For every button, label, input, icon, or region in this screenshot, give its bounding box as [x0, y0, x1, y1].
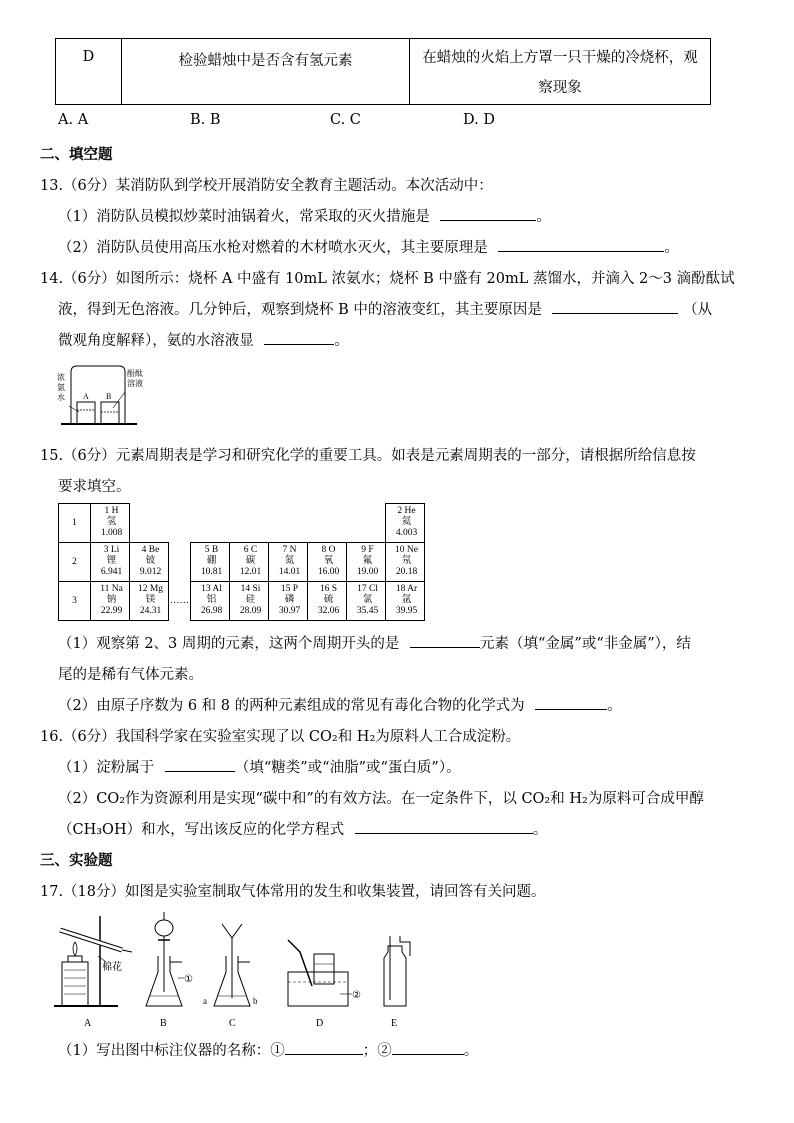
element-cell: 16 S 硫 32.06	[308, 582, 347, 621]
section-3-title: 三、实验题	[40, 853, 113, 869]
apparatus-c	[203, 924, 258, 1029]
choice-c: C. C	[330, 112, 361, 128]
element-cell: 18 Ar 氩 39.95	[386, 582, 425, 621]
answer-blank[interactable]	[552, 300, 678, 314]
gas-apparatus-figure	[50, 906, 430, 1030]
q14-line2: 液，得到无色溶液。几分钟后，观察到烧杯 B 中的溶液变红，其主要原因是 （从	[58, 302, 713, 318]
option-cell: D	[56, 39, 122, 105]
fig-right-label-2: 溶液	[127, 379, 143, 388]
element-cell: 11 Na 钠 22.99	[91, 582, 130, 621]
fig-right-label-1: 酚酞	[127, 369, 143, 378]
label-e: E	[391, 1018, 398, 1029]
q16-part1: （1）淀粉属于 （填“糖类”或“油脂”或“蛋白质”）。	[58, 760, 461, 776]
options-table	[55, 38, 711, 105]
method-cell	[410, 39, 711, 105]
answer-blank[interactable]	[264, 331, 334, 345]
element-cell: 4 Be 铍 9.012	[130, 543, 169, 582]
element-cell: 14 Si 硅 28.09	[230, 582, 269, 621]
fig-left-label-3: 水	[57, 393, 65, 402]
element-cell: 17 Cl 氯 35.45	[347, 582, 386, 621]
ellipsis: ……	[170, 595, 189, 606]
q16-part2-cont: （CH₃OH）和水，写出该反应的化学方程式 。	[58, 822, 548, 838]
q13-stem: 13.（6分）某消防队到学校开展消防安全教育主题活动。本次活动中：	[40, 178, 493, 194]
answer-blank[interactable]	[392, 1041, 464, 1055]
q17-stem: 17.（18分）如图是实验室制取气体常用的发生和收集装置，请回答有关问题。	[40, 884, 546, 900]
element-cell: 8 O 氧 16.00	[308, 543, 347, 582]
answer-blank[interactable]	[440, 207, 536, 221]
answer-blank[interactable]	[535, 696, 607, 710]
answer-blank[interactable]	[165, 758, 235, 772]
q17-part1: （1）写出图中标注仪器的名称：① ；② 。	[58, 1043, 479, 1059]
fig-left-label-2: 氨	[57, 383, 65, 392]
element-cell: 10 Ne 氖 20.18	[386, 543, 425, 582]
port-b-label: b	[253, 996, 258, 1006]
experiment-cell: 检验蜡烛中是否含有氢元素	[122, 39, 410, 105]
q14-line3: 微观角度解释），氨的水溶液显 。	[58, 333, 349, 349]
choice-a: A. A	[58, 112, 89, 128]
method-line-1: 在蜡烛的火焰上方罩一只干燥的冷烧杯，观	[422, 49, 698, 66]
label-b: B	[160, 1018, 167, 1029]
q15-part1: （1）观察第 2、3 周期的元素，这两个周期开头的是 元素（填“金属”或“非金属”），结	[58, 636, 691, 652]
table-row	[59, 504, 425, 543]
element-cell: 1 H 氢 1.008	[91, 504, 130, 543]
q15-line1: 15.（6分）元素周期表是学习和研究化学的重要工具。如表是元素周期表的一部分，请根据所给信息按	[40, 448, 696, 464]
periodic-table	[58, 503, 425, 621]
q16-part2: （2）CO₂作为资源利用是实现“碳中和”的有效方法。在一定条件下，以 CO₂和 H₂为原料可合成甲醇	[58, 791, 704, 807]
fig-label-b: B	[106, 392, 112, 401]
method-line-2: 察现象	[538, 79, 582, 96]
mark-1: ①	[184, 974, 193, 985]
table-row	[59, 543, 425, 582]
choice-d: D. D	[463, 112, 495, 128]
cotton-label: 棉花	[102, 962, 122, 973]
table-row	[56, 39, 711, 105]
q13-part2: （2）消防队员使用高压水枪对燃着的木材喷水灭火，其主要原理是 。	[58, 240, 679, 256]
q13-part1: （1）消防队员模拟炒菜时油锅着火，常采取的灭火措施是 。	[58, 209, 551, 225]
answer-blank[interactable]	[498, 238, 664, 252]
element-cell: 7 N 氮 14.01	[269, 543, 308, 582]
label-c: C	[229, 1018, 236, 1029]
q15-part1-cont: 尾的是稀有气体元素。	[58, 667, 203, 683]
apparatus-e	[384, 936, 410, 1029]
table-row	[59, 582, 425, 621]
element-cell: 12 Mg 镁 24.31	[130, 582, 169, 621]
element-cell: 15 P 磷 30.97	[269, 582, 308, 621]
beaker-bell-jar-figure	[55, 362, 155, 430]
fig-left-label-1: 浓	[57, 373, 65, 382]
q14-line1: 14.（6分）如图所示：烧杯 A 中盛有 10mL 浓氨水；烧杯 B 中盛有 20mL 蒸馏水，并滴入 2～3 滴酚酞试	[40, 271, 735, 287]
q15-part2: （2）由原子序数为 6 和 8 的两种元素组成的常见有毒化合物的化学式为 。	[58, 698, 622, 714]
q16-stem: 16.（6分）我国科学家在实验室实现了以 CO₂和 H₂为原料人工合成淀粉。	[40, 729, 521, 745]
choice-b: B. B	[190, 112, 221, 128]
label-d: D	[316, 1018, 324, 1029]
apparatus-b	[146, 912, 193, 1029]
element-cell: 9 F 氟 19.00	[347, 543, 386, 582]
period-number: 1	[59, 504, 91, 543]
answer-blank[interactable]	[355, 820, 533, 834]
period-number: 3	[59, 582, 91, 621]
element-cell: 2 He 氦 4.003	[386, 504, 425, 543]
label-a: A	[84, 1018, 92, 1029]
section-2-title: 二、填空题	[40, 147, 113, 163]
apparatus-a	[54, 916, 132, 1029]
apparatus-d	[288, 940, 361, 1029]
element-cell: 6 C 碳 12.01	[230, 543, 269, 582]
q15-line2: 要求填空。	[58, 479, 131, 495]
port-a-label: a	[203, 996, 207, 1006]
element-cell: 5 B 硼 10.81	[191, 543, 230, 582]
element-cell: 13 Al 铝 26.98	[191, 582, 230, 621]
mark-2: ②	[352, 990, 361, 1001]
answer-blank[interactable]	[285, 1041, 363, 1055]
answer-blank[interactable]	[410, 634, 480, 648]
element-cell: 3 Li 锂 6.941	[91, 543, 130, 582]
period-number: 2	[59, 543, 91, 582]
fig-label-a: A	[83, 392, 89, 401]
